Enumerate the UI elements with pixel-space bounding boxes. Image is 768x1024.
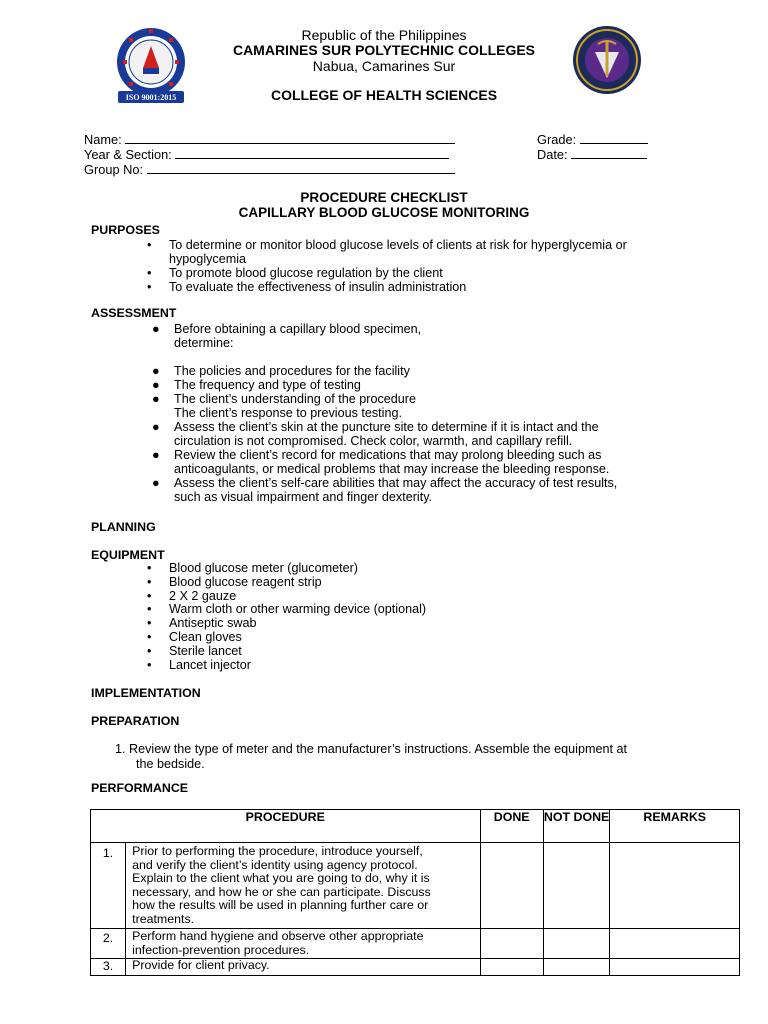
table-header-row: [91, 810, 740, 843]
bullet: •: [147, 574, 152, 589]
row-number: 1.: [91, 843, 126, 929]
list-item-continuation: determine:: [174, 336, 234, 350]
equipment-heading: EQUIPMENT: [91, 548, 165, 562]
equipment-list: [148, 562, 648, 672]
assessment-heading: ASSESSMENT: [91, 306, 177, 320]
checklist-title: PROCEDURE CHECKLIST: [300, 190, 468, 205]
remarks-cell[interactable]: [610, 959, 740, 976]
procedure-cell: Perform hand hygiene and observe other appropriate infection-prevention procedures.: [126, 929, 480, 959]
implementation-heading: IMPLEMENTATION: [91, 686, 201, 700]
header-country: Republic of the Philippines: [301, 27, 467, 43]
bullet: •: [147, 238, 152, 252]
list-item-continuation: anticoagulants, or medical problems that may increase the bleeding response.: [174, 462, 610, 476]
list-item: • To evaluate the effectiveness of insulin administration: [147, 280, 467, 294]
bullet: ●: [152, 322, 160, 336]
date-line[interactable]: [571, 146, 647, 159]
name-line[interactable]: [125, 131, 455, 144]
checklist-subtitle: CAPILLARY BLOOD GLUCOSE MONITORING: [238, 205, 530, 220]
remarks-cell[interactable]: [610, 843, 740, 929]
header-department: COLLEGE OF HEALTH SCIENCES: [270, 87, 498, 103]
bullet: ●: [152, 448, 160, 462]
not-done-cell[interactable]: [543, 959, 610, 976]
bullet: •: [147, 280, 152, 294]
bullet: •: [147, 616, 152, 631]
bullet: •: [147, 629, 152, 644]
list-item: • 2 X 2 gauze: [147, 588, 237, 603]
procedure-cell: Prior to performing the procedure, introduce yourself, and verify the client’s identity using agency protocol. Explain to the client what you are going to do, why it is necessary, and how he or she can participate. Discuss how the results will be used in planning further care or treatments.: [126, 843, 480, 929]
header-college-name: CAMARINES SUR POLYTECHNIC COLLEGES: [232, 42, 536, 58]
list-item: ● The frequency and type of testing: [152, 378, 361, 392]
list-item-continuation: hypoglycemia: [169, 252, 247, 266]
table-row: [91, 929, 740, 959]
assessment-list: [152, 322, 712, 504]
remarks-cell[interactable]: [610, 929, 740, 959]
bullet: ●: [152, 392, 160, 406]
grade-label: Grade:: [537, 132, 577, 147]
planning-heading: PLANNING: [91, 520, 156, 534]
list-item: ● Assess the client’s skin at the puncture site to determine if it is intact and the: [152, 420, 599, 434]
row-number: 2.: [91, 929, 126, 959]
procedure-cell: Provide for client privacy.: [126, 959, 480, 976]
list-item-continuation: such as visual impairment and finger dexterity.: [174, 490, 433, 504]
list-item: ● Assess the client’s self-care abilities that may affect the accuracy of test results,: [152, 476, 618, 490]
group-no-line[interactable]: [147, 161, 455, 174]
list-item: ● Before obtaining a capillary blood specimen,: [152, 322, 422, 336]
list-item: • Blood glucose reagent strip: [147, 574, 322, 589]
not-done-cell[interactable]: [543, 929, 610, 959]
column-header-procedure: PROCEDURE: [91, 810, 481, 843]
list-item: • Antiseptic swab: [147, 616, 257, 631]
list-item: • Clean gloves: [147, 629, 242, 644]
svg-text:ISO 9001:2015: ISO 9001:2015: [125, 93, 177, 102]
list-item-continuation: The client’s response to previous testing.: [174, 406, 402, 420]
purposes-heading: PURPOSES: [91, 223, 160, 237]
not-done-cell[interactable]: [543, 843, 610, 929]
row-number: 3.: [91, 959, 126, 976]
purposes-list: [148, 238, 708, 294]
list-item-continuation: circulation is not compromised. Check color, warmth, and capillary refill.: [174, 434, 573, 448]
bullet: ●: [152, 476, 160, 490]
bullet: •: [147, 561, 152, 575]
name-field[interactable]: [84, 131, 455, 147]
list-item: • Warm cloth or other warming device (optional): [147, 602, 427, 617]
table-row: [91, 959, 740, 976]
grade-line[interactable]: [580, 131, 648, 144]
done-cell[interactable]: [480, 929, 543, 959]
bullet: ●: [152, 420, 160, 434]
bullet: •: [147, 266, 152, 280]
year-section-field[interactable]: [84, 146, 449, 162]
list-item: ● The client’s understanding of the procedure: [152, 392, 417, 406]
bullet: ●: [152, 364, 160, 378]
list-item: • Lancet injector: [147, 657, 251, 672]
done-cell[interactable]: [480, 959, 543, 976]
date-field[interactable]: [537, 146, 647, 162]
list-item: • Blood glucose meter (glucometer): [147, 561, 358, 575]
column-header-remarks: REMARKS: [610, 810, 740, 843]
performance-heading: PERFORMANCE: [91, 781, 189, 795]
bullet: •: [147, 602, 152, 617]
list-item: • To determine or monitor blood glucose levels of clients at risk for hyperglycemia or: [147, 238, 627, 252]
group-no-field[interactable]: [84, 161, 455, 177]
bullet: ●: [152, 378, 160, 392]
preparation-heading: PREPARATION: [91, 714, 180, 728]
list-item: ● Review the client’s record for medications that may prolong bleeding such as: [152, 448, 602, 462]
preparation-step: 1. Review the type of meter and the manufacturer’s instructions. Assemble the equipment at the bedside.: [115, 742, 627, 771]
list-item: • Sterile lancet: [147, 643, 242, 658]
year-section-label: Year & Section:: [84, 147, 172, 162]
grade-field[interactable]: [537, 131, 648, 147]
year-section-line[interactable]: [175, 146, 449, 159]
done-cell[interactable]: [480, 843, 543, 929]
name-label: Name:: [84, 132, 122, 147]
group-no-label: Group No:: [84, 162, 144, 177]
bullet: •: [147, 588, 152, 603]
header-location: Nabua, Camarines Sur: [312, 58, 456, 74]
bullet: •: [147, 643, 152, 658]
bullet: •: [147, 657, 152, 672]
date-label: Date:: [537, 147, 568, 162]
list-item: • To promote blood glucose regulation by the client: [147, 266, 443, 280]
column-header-not-done: NOT DONE: [543, 810, 610, 843]
list-item: ● The policies and procedures for the facility: [152, 364, 410, 378]
performance-checklist-table: [90, 809, 740, 976]
table-row: [91, 843, 740, 929]
column-header-done: DONE: [480, 810, 543, 843]
